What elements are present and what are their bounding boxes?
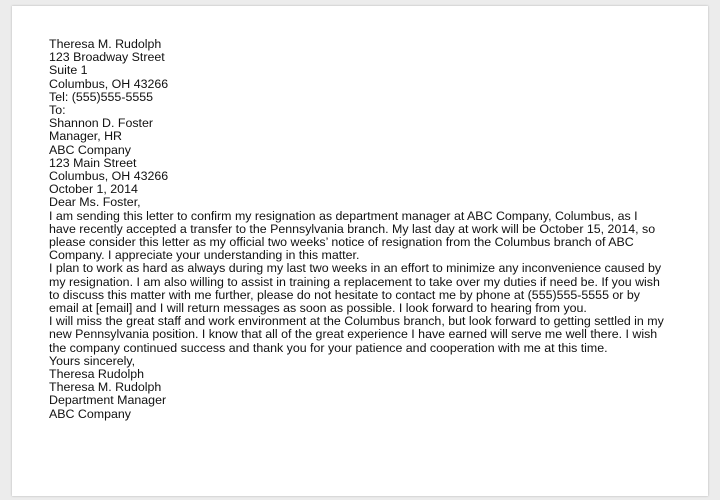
document-page xyxy=(12,6,708,496)
letter-body xyxy=(49,38,664,421)
sender-phone: Tel: (555)555-5555 xyxy=(49,89,154,104)
sender-street: 123 Broadway Street xyxy=(49,50,165,65)
signature-company: ABC Company xyxy=(49,406,131,421)
sender-city: Columbus, OH 43266 xyxy=(49,76,169,91)
signature-title: Department Manager xyxy=(49,393,167,408)
recipient-name: Shannon D. Foster xyxy=(49,116,154,131)
salutation: Dear Ms. Foster, xyxy=(49,195,141,210)
recipient-title: Manager, HR xyxy=(49,129,123,144)
to-label: To: xyxy=(49,103,66,118)
paragraph-1: I am sending this letter to confirm my resignation as department manager at ABC Company, Columbus, as I have recently accepted a transfer to the Pennsylvania branch. My last day at work will be October 15, 2014, so please consider this letter as my official two weeks’ notice of resignation from the Columbus branch of ABC Company. I appreciate your understanding in this matter. xyxy=(49,208,656,263)
paragraph-2: I plan to work as hard as always during my last two weeks in an effort to minimize any inconvenience caused by my resignation. I am also willing to assist in training a replacement to take over my duties if need be. If you wish to discuss this matter with me further, please do not hesitate to contact me by phone at (555)555-5555 or by email at [email] and I will return messages as soon as possible. I look forward to hearing from you. xyxy=(49,261,662,316)
recipient-city: Columbus, OH 43266 xyxy=(49,169,169,184)
recipient-company: ABC Company xyxy=(49,142,131,157)
sender-suite: Suite 1 xyxy=(49,63,88,78)
closing: Yours sincerely, xyxy=(49,353,136,368)
paragraph-3: I will miss the great staff and work environment at the Columbus branch, but look forward to getting settled in my new Pennsylvania position. I know that all of the great experience I have earned will serve me well there. I wish the company continued success and thank you for your patience and cooperation with me at this time. xyxy=(49,314,664,355)
recipient-street: 123 Main Street xyxy=(49,155,137,170)
sender-name: Theresa M. Rudolph xyxy=(49,37,162,51)
signature-short-name: Theresa Rudolph xyxy=(49,367,145,382)
letter-date: October 1, 2014 xyxy=(49,182,138,197)
signature-full-name: Theresa M. Rudolph xyxy=(49,380,162,395)
